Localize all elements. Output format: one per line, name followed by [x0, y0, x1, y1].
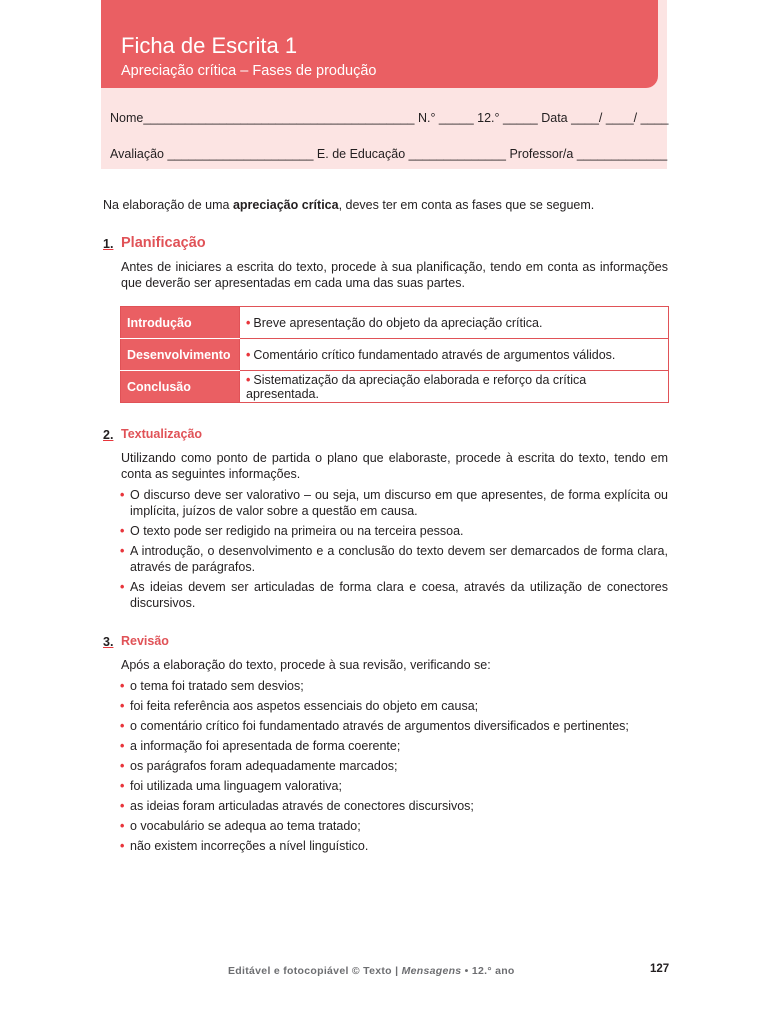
list-item-text: o vocabulário se adequa ao tema tratado; [130, 819, 361, 833]
list-item [120, 818, 668, 834]
intro-paragraph [103, 198, 594, 212]
footer-text-after: • 12.° ano [461, 965, 515, 977]
table-row [121, 371, 669, 403]
footer-book-title: Mensagens [401, 965, 462, 977]
intro-text-before: Na elaboração de uma [103, 198, 233, 212]
table-row-desc-text: Breve apresentação do objeto da apreciação crítica. [253, 315, 543, 330]
table-row-desc-text: Comentário crítico fundamentado através de argumentos válidos. [253, 347, 616, 362]
section-1-number: 1. [103, 237, 114, 251]
list-item-text: a informação foi apresentada de forma coerente; [130, 739, 401, 753]
section-2-title: Textualização [121, 427, 203, 441]
page-subtitle: Apreciação crítica – Fases de produção [121, 63, 377, 79]
section-1-title: Planificação [121, 235, 206, 251]
list-item [120, 523, 668, 539]
bullet-icon: • [120, 580, 125, 594]
list-item-text: As ideias devem ser articuladas de forma clara e coesa, através da utilização de conectores discursivos. [130, 580, 668, 610]
table-row-label: Desenvolvimento [121, 339, 240, 371]
section-3-title: Revisão [121, 634, 169, 648]
intro-text-after: , deves ter em conta as fases que se seguem. [338, 198, 595, 212]
bullet-icon: • [120, 719, 125, 733]
bullet-icon: • [120, 819, 125, 833]
list-item [120, 579, 668, 611]
list-item [120, 487, 668, 519]
evaluation-line: Avaliação _____________________ E. de Educação ______________ Professor/a _____________ [110, 147, 668, 161]
bullet-icon: • [120, 524, 125, 538]
bullet-icon: • [246, 372, 251, 387]
bullet-icon: • [120, 839, 125, 853]
table-row-label: Introdução [121, 307, 240, 339]
table-row-desc [240, 371, 669, 403]
footer-text-before: Editável e fotocopiável © Texto | [228, 965, 402, 977]
section-3-text: Após a elaboração do texto, procede à sua revisão, verificando se: [121, 658, 491, 672]
list-item-text: A introdução, o desenvolvimento e a conclusão do texto devem ser demarcados de forma clara, através de parágrafos. [130, 544, 668, 574]
list-item-text: o tema foi tratado sem desvios; [130, 679, 304, 693]
student-info-line: Nome_______________________________________ N.° _____ 12.° _____ Data ____/ ____/ ____ [110, 111, 669, 125]
page-title: Ficha de Escrita 1 [121, 33, 298, 58]
section-3-list [120, 678, 668, 858]
section-2-text: Utilizando como ponto de partida o plano que elaboraste, procede à escrita do texto, tendo em conta as seguintes informações. [121, 451, 668, 481]
table-row-desc-text: Sistematização da apreciação elaborada e reforço da crítica apresentada. [246, 372, 587, 401]
bullet-icon: • [120, 544, 125, 558]
list-item-text: O discurso deve ser valorativo – ou seja, um discurso em que apresentes, de forma explícita ou implícita, juízos de valor sobre a questão em causa. [130, 488, 668, 518]
footer-credit [228, 965, 515, 977]
list-item [120, 718, 668, 734]
list-item [120, 738, 668, 754]
list-item [120, 698, 668, 714]
bullet-icon: • [120, 759, 125, 773]
list-item [120, 543, 668, 575]
list-item [120, 758, 668, 774]
list-item [120, 778, 668, 794]
bullet-icon: • [120, 779, 125, 793]
list-item [120, 678, 668, 694]
list-item-text: não existem incorreções a nível linguístico. [130, 839, 369, 853]
page-number: 127 [650, 963, 670, 975]
bullet-icon: • [120, 699, 125, 713]
list-item-text: O texto pode ser redigido na primeira ou na terceira pessoa. [130, 524, 464, 538]
section-2-number: 2. [103, 428, 114, 442]
table-row-label: Conclusão [121, 371, 240, 403]
list-item-text: os parágrafos foram adequadamente marcados; [130, 759, 398, 773]
table-row [121, 339, 669, 371]
section-3-number: 3. [103, 635, 114, 649]
list-item [120, 798, 668, 814]
intro-bold-term: apreciação crítica [232, 198, 339, 212]
bullet-icon: • [120, 679, 125, 693]
planning-table [120, 306, 669, 403]
list-item-text: as ideias foram articuladas através de conectores discursivos; [130, 799, 474, 813]
table-row-desc [240, 339, 669, 371]
bullet-icon: • [246, 315, 251, 330]
section-1-text: Antes de iniciares a escrita do texto, procede à sua planificação, tendo em conta as informações que deverão ser apresentadas em cada uma das suas partes. [121, 260, 668, 290]
table-row-desc [240, 307, 669, 339]
list-item [120, 838, 668, 854]
list-item-text: o comentário crítico foi fundamentado através de argumentos diversificados e pertinentes; [130, 719, 629, 733]
list-item-text: foi feita referência aos aspetos essenciais do objeto em causa; [130, 699, 479, 713]
bullet-icon: • [120, 739, 125, 753]
bullet-icon: • [120, 799, 125, 813]
table-row [121, 307, 669, 339]
list-item-text: foi utilizada uma linguagem valorativa; [130, 779, 342, 793]
bullet-icon: • [120, 488, 125, 502]
section-2-list [120, 487, 668, 615]
bullet-icon: • [246, 347, 251, 362]
